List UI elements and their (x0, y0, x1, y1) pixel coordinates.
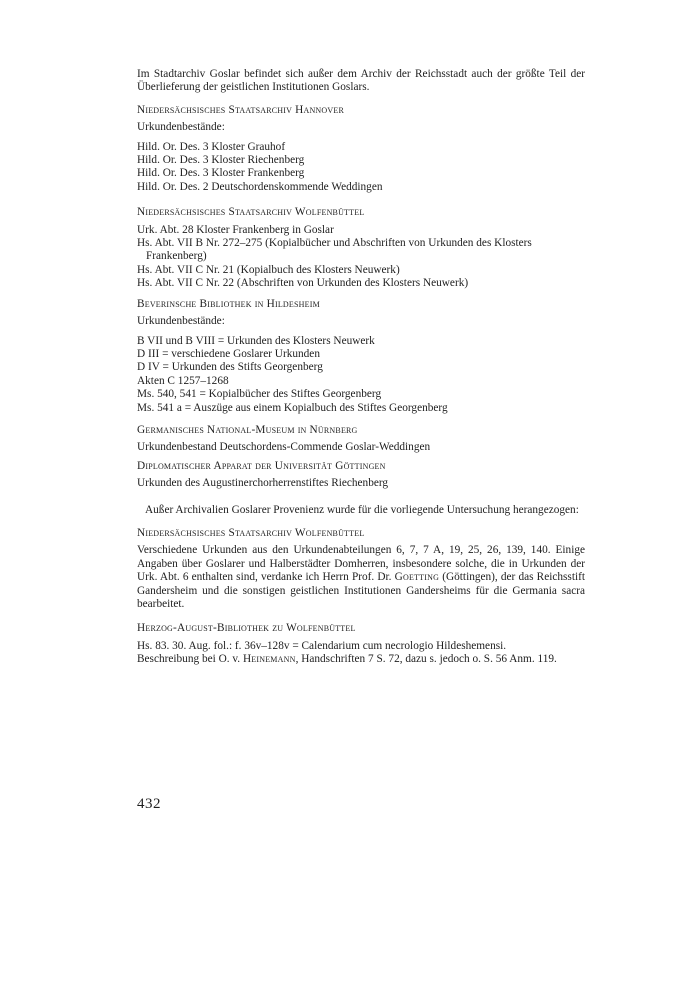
list-item: Hs. Abt. VII C Nr. 21 (Kopialbuch des Klosters Neuwerk) (137, 263, 400, 276)
list-item: B VII und B VIII = Urkunden des Klosters Neuwerk (137, 334, 375, 347)
list-item: Hs. Abt. VII C Nr. 22 (Abschriften von Urkunden des Klosters Neuwerk) (137, 277, 469, 290)
list-item: Urk. Abt. 28 Kloster Frankenberg in Goslar (137, 223, 334, 236)
page-content (137, 68, 585, 667)
paragraph-text: Verschiedene Urkunden aus den Urkundenabteilungen 6, 7, 7 A, 19, 25, 26, 139, 140. Einige Angaben über Goslarer und Halberstädter Domherren, insbesondere solche, die in Urkunden der Urk. Abt. 6 enthalten sind, verdanke ich Herrn Prof. Dr. (137, 544, 585, 584)
section-heading-nuernberg: Germanisches National-Museum in Nürnberg (137, 423, 358, 436)
paragraph-text: , Handschriften 7 S. 72, dazu s. jedoch o. S. 56 Anm. 119. (295, 653, 557, 666)
section-heading-hannover: Niedersächsisches Staatsarchiv Hannover (137, 103, 344, 116)
section-text: Urkundenbestand Deutschordens-Commende Goslar-Weddingen (137, 441, 431, 454)
author-name: Goetting (394, 571, 440, 584)
author-name: Heinemann (242, 653, 296, 666)
list-item: Ms. 540, 541 = Kopialbücher des Stiftes Georgenberg (137, 388, 382, 401)
list-item: Hs. Abt. VII B Nr. 272–275 (Kopialbücher und Abschriften von Urkunden des Klosters Frankenberg) (137, 237, 532, 263)
section-text: Urkunden des Augustinerchorherrenstiftes Riechenberg (137, 477, 389, 490)
section-heading-goettingen: Diplomatischer Apparat der Universität Göttingen (137, 459, 386, 472)
section-sublabel: Urkundenbestände: (137, 315, 225, 328)
list-item: Ms. 541 a = Auszüge aus einem Kopialbuch des Stiftes Georgenberg (137, 401, 448, 414)
intro-paragraph: Im Stadtarchiv Goslar befindet sich außer dem Archiv der Reichsstadt auch der größte Teil der Überlieferung der geistlichen Institutionen Goslars. (137, 68, 585, 94)
holdings-list-wolfenbuettel (137, 224, 585, 291)
page-number: 432 (137, 796, 161, 812)
holdings-list-beverinsche (137, 335, 585, 415)
list-item: Hild. Or. Des. 2 Deutschordenskommende Weddingen (137, 180, 383, 193)
paragraph-text: Hs. 83. 30. Aug. fol.: f. 36v–128v = Calendarium cum necrologio Hildeshemensi. (137, 639, 507, 652)
list-item: Hild. Or. Des. 3 Kloster Riechenberg (137, 154, 305, 167)
list-item: D IV = Urkunden des Stifts Georgenberg (137, 361, 323, 374)
holdings-list-hannover (137, 141, 585, 195)
list-item: Akten C 1257–1268 (137, 374, 229, 387)
section-heading-beverinsche: Beverinsche Bibliothek in Hildesheim (137, 297, 320, 310)
section-heading-wolfenbuettel-2: Niedersächsisches Staatsarchiv Wolfenbüttel (137, 526, 365, 539)
list-item: Hild. Or. Des. 3 Kloster Grauhof (137, 140, 286, 153)
section-heading-wolfenbuettel: Niedersächsisches Staatsarchiv Wolfenbüttel (137, 206, 365, 219)
paragraph-text: (Göttingen), der das Reichsstift Gandersheim und die sonstigen geistlichen Institutionen Gandersheims für die Germania sacra bearbeitet. (137, 571, 585, 610)
list-item: D III = verschiedene Goslarer Urkunden (137, 347, 320, 360)
section-paragraph (137, 544, 585, 611)
section-sublabel: Urkundenbestände: (137, 121, 225, 134)
list-item: Hild. Or. Des. 3 Kloster Frankenberg (137, 167, 305, 180)
paragraph-text: Beschreibung bei O. v. (137, 653, 243, 666)
section-heading-herzog-august: Herzog-August-Bibliothek zu Wolfenbüttel (137, 622, 356, 635)
second-paragraph: Außer Archivalien Goslarer Provenienz wurde für die vorliegende Untersuchung herangezogen: (145, 503, 579, 516)
section-paragraph (137, 640, 585, 667)
